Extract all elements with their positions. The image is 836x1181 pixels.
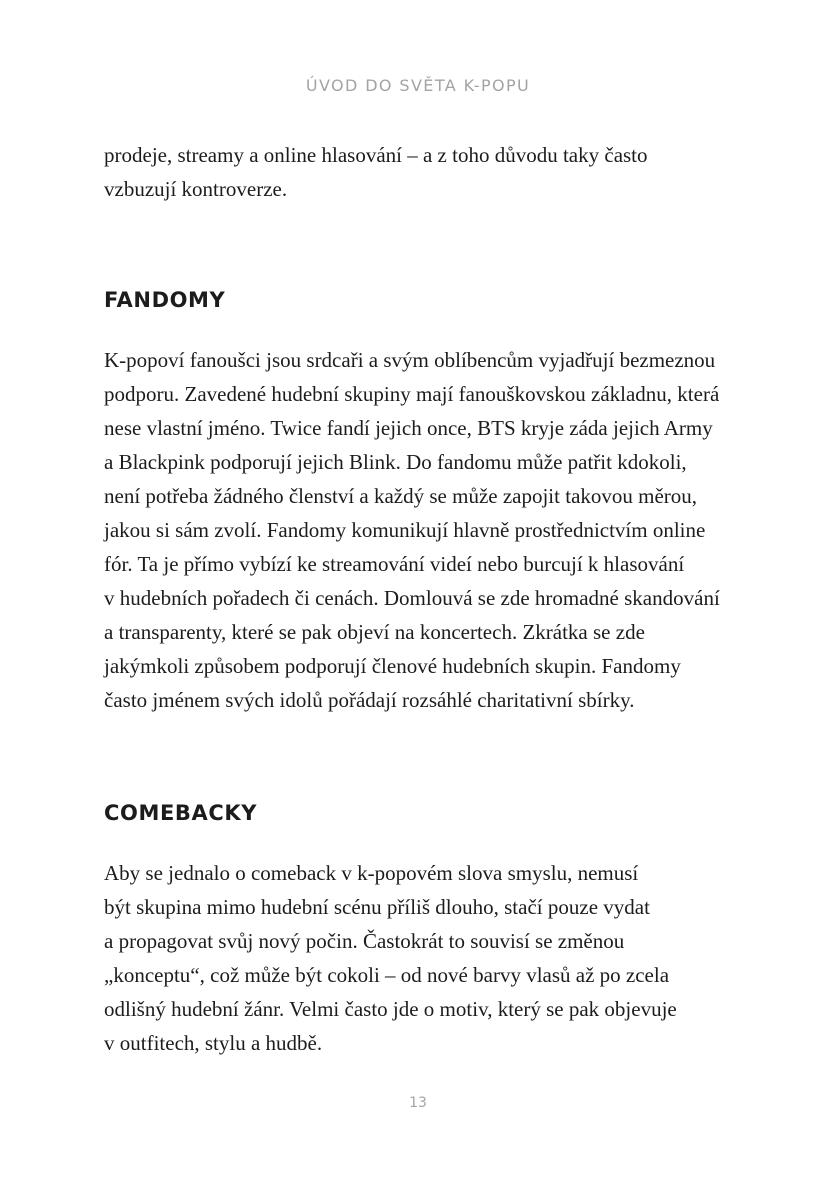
paragraph-line: není potřeba žádného členství a každý se může zapojit takovou měrou,: [104, 484, 698, 508]
fandomy-paragraph: [104, 343, 720, 717]
paragraph-line: „konceptu“, což může být cokoli – od nové barvy vlasů až po zcela: [104, 963, 670, 987]
running-head: ÚVOD DO SVĚTA K-POPU: [305, 76, 531, 95]
paragraph-line: fór. Ta je přímo vybízí ke streamování videí nebo burcují k hlasování: [104, 552, 685, 576]
paragraph-line: a transparenty, které se pak objeví na koncertech. Zkrátka se zde: [104, 620, 645, 644]
paragraph-line: v hudebních pořadech či cenách. Domlouvá se zde hromadné skandování: [104, 586, 720, 610]
paragraph-line: jakou si sám zvolí. Fandomy komunikují hlavně prostřednictvím online: [104, 518, 706, 542]
paragraph-line: a Blackpink podporují jejich Blink. Do fandomu může patřit kdokoli,: [104, 450, 687, 474]
section-heading-comebacky: COMEBACKY: [104, 801, 258, 825]
paragraph-line: v outfitech, stylu a hudbě.: [104, 1031, 323, 1055]
paragraph-line: prodeje, streamy a online hlasování – a z toho důvodu taky často: [104, 143, 648, 167]
paragraph-line: často jménem svých idolů pořádají rozsáhlé charitativní sbírky.: [104, 688, 635, 712]
page-number: 13: [409, 1095, 427, 1111]
comebacky-paragraph: [104, 856, 677, 1060]
paragraph-line: nese vlastní jméno. Twice fandí jejich once, BTS kryje záda jejich Army: [104, 416, 713, 440]
intro-paragraph: [104, 138, 648, 206]
paragraph-line: odlišný hudební žánr. Velmi často jde o motiv, který se pak objevuje: [104, 997, 677, 1021]
paragraph-line: a propagovat svůj nový počin. Častokrát to souvisí se změnou: [104, 929, 625, 953]
paragraph-line: jakýmkoli způsobem podporují členové hudebních skupin. Fandomy: [104, 654, 681, 678]
paragraph-line: Aby se jednalo o comeback v k-popovém slova smyslu, nemusí: [104, 861, 639, 885]
paragraph-line: K-popoví fanoušci jsou srdcaři a svým oblíbencům vyjadřují bezmeznou: [104, 348, 716, 372]
paragraph-line: podporu. Zavedené hudební skupiny mají fanouškovskou základnu, která: [104, 382, 720, 406]
section-heading-fandomy: FANDOMY: [104, 288, 226, 312]
paragraph-line: vzbuzují kontroverze.: [104, 177, 288, 201]
paragraph-line: být skupina mimo hudební scénu příliš dlouho, stačí pouze vydat: [104, 895, 650, 919]
